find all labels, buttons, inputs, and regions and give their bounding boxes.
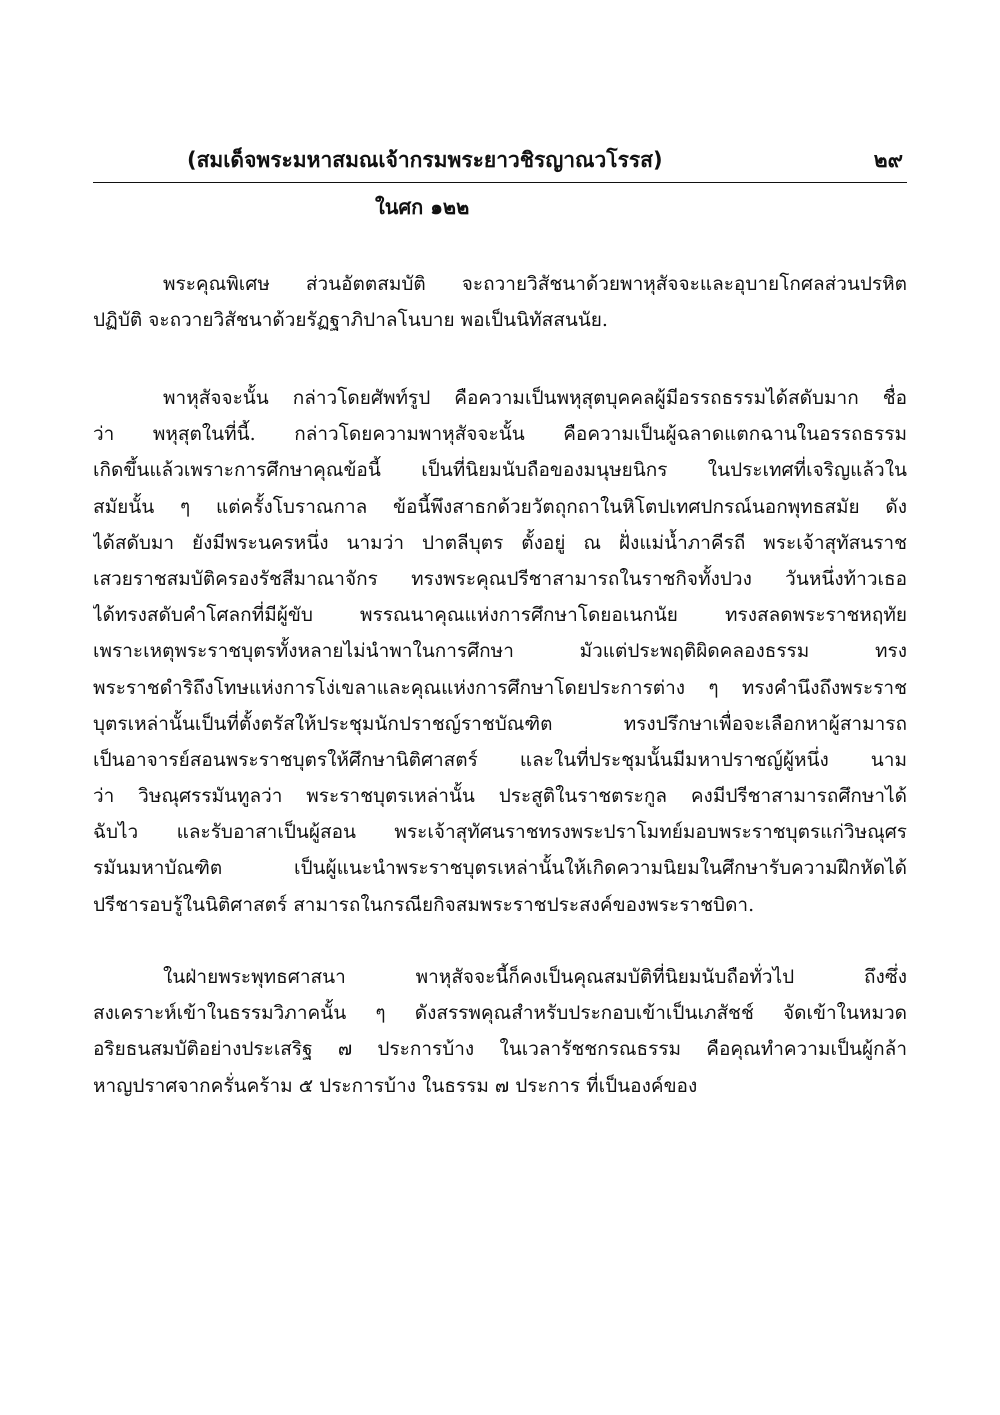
text-line: อริยธนสมบัติอย่างประเสริฐ ๗ ประการบ้าง ในเวลารัชชกรณธรรม คือคุณทำความเป็นผู้กล้า (93, 1038, 907, 1061)
text-line: บุตรเหล่านั้นเป็นที่ตั้งตรัสให้ประชุมนักปราชญ์ราชบัณฑิต ทรงปรึกษาเพื่อจะเลือกหาผู้สามารถ (93, 712, 907, 735)
paragraph-3 (93, 959, 907, 1104)
text-line: พระราชดำริถึงโทษแห่งการโง่เขลาและคุณแห่งการศึกษาโดยประการต่าง ๆ ทรงคำนึงถึงพระราช (93, 676, 907, 699)
text-line: ว่า วิษณุศรรมันทูลว่า พระราชบุตรเหล่านั้น ประสูติในราชตระกูล คงมีปรีชาสามารถศึกษาได้ (93, 785, 907, 808)
text-line: ปรีชารอบรู้ในนิติศาสตร์ สามารถในกรณียกิจสมพระราชประสงค์ของพระราชบิดา. (93, 893, 755, 916)
text-line: ได้สดับมา ยังมีพระนครหนึ่ง นามว่า ปาตลีบุตร ตั้งอยู่ ณ ฝั่งแม่น้ำภาคีรถี พระเจ้าสุทัสนราช (93, 531, 907, 554)
paragraph-2 (93, 380, 907, 923)
text-line: สงเคราะห์เข้าในธรรมวิภาคนั้น ๆ ดังสรรพคุณสำหรับประกอบเข้าเป็นเภสัชช์ จัดเข้าในหมวด (93, 1002, 907, 1025)
paragraph-1 (93, 266, 907, 338)
header-title: (สมเด็จพระมหาสมณเจ้ากรมพระยาวชิรญาณวโรรส) (187, 148, 663, 172)
page-number: ๒๙ (873, 148, 903, 172)
header-rule (93, 182, 907, 183)
running-header (93, 144, 907, 180)
text-line: พระคุณพิเศษ ส่วนอัตตสมบัติ จะถวายวิสัชนาด้วยพาหุสัจจะและอุบายโกศลส่วนปรหิต (163, 273, 907, 295)
text-line: เกิดขึ้นแล้วเพราะการศึกษาคุณข้อนี้ เป็นที่นิยมนับถือของมนุษยนิกร ในประเทศที่เจริญแล้วใน (93, 459, 907, 482)
text-line: รมันมหาบัณฑิต เป็นผู้แนะนำพระราชบุตรเหล่านั้นให้เกิดความนิยมในศึกษารับความฝึกหัดได้ (93, 857, 907, 880)
subtitle: ในศก ๑๒๒ (375, 195, 470, 219)
text-line: ปฏิบัติ จะถวายวิสัชนาด้วยรัฏฐาภิปาลโนบาย พอเป็นนิทัสสนนัย. (93, 309, 608, 332)
text-line: ในฝ่ายพระพุทธศาสนา พาหุสัจจะนี้ก็คงเป็นคุณสมบัติที่นิยมนับถือทั่วไป ถึงซึ่ง (163, 966, 907, 988)
text-line: ว่า พหุสุตในที่นี้. กล่าวโดยความพาหุสัจจะนั้น คือความเป็นผู้ฉลาดแตกฉานในอรรถธรรม (93, 423, 907, 446)
text-line: เป็นอาจารย์สอนพระราชบุตรให้ศึกษานิติศาสตร์ และในที่ประชุมนั้นมีมหาปราชญ์ผู้หนึ่ง นาม (93, 748, 907, 771)
text-line: หาญปราศจากครั่นคร้าม ๕ ประการบ้าง ในธรรม ๗ ประการ ที่เป็นองค์ของ (93, 1074, 698, 1097)
text-line: ฉับไว และรับอาสาเป็นผู้สอน พระเจ้าสุทัศนราชทรงพระปราโมทย์มอบพระราชบุตรแก่วิษณุศร (93, 821, 907, 844)
text-line: พาหุสัจจะนั้น กล่าวโดยศัพท์รูป คือความเป็นพหุสุตบุคคลผู้มีอรรถธรรมได้สดับมาก ชื่อ (163, 387, 907, 409)
text-line: สมัยนั้น ๆ แต่ครั้งโบราณกาล ข้อนี้พึงสาธกด้วยวัตถุกถาในหิโตปเทศปกรณ์นอกพุทธสมัย ดัง (93, 495, 907, 518)
text-line: เสวยราชสมบัติครองรัชสีมาณาจักร ทรงพระคุณปรีชาสามารถในราชกิจทั้งปวง วันหนึ่งท้าวเธอ (93, 567, 907, 590)
text-line: เพราะเหตุพระราชบุตรทั้งหลายไม่นำพาในการศึกษา มัวแต่ประพฤติผิดคลองธรรม ทรง (93, 640, 907, 663)
text-line: ได้ทรงสดับคำโศลกที่มีผู้ขับ พรรณนาคุณแห่งการศึกษาโดยอเนกนัย ทรงสลดพระราชหฤทัย (93, 604, 907, 627)
